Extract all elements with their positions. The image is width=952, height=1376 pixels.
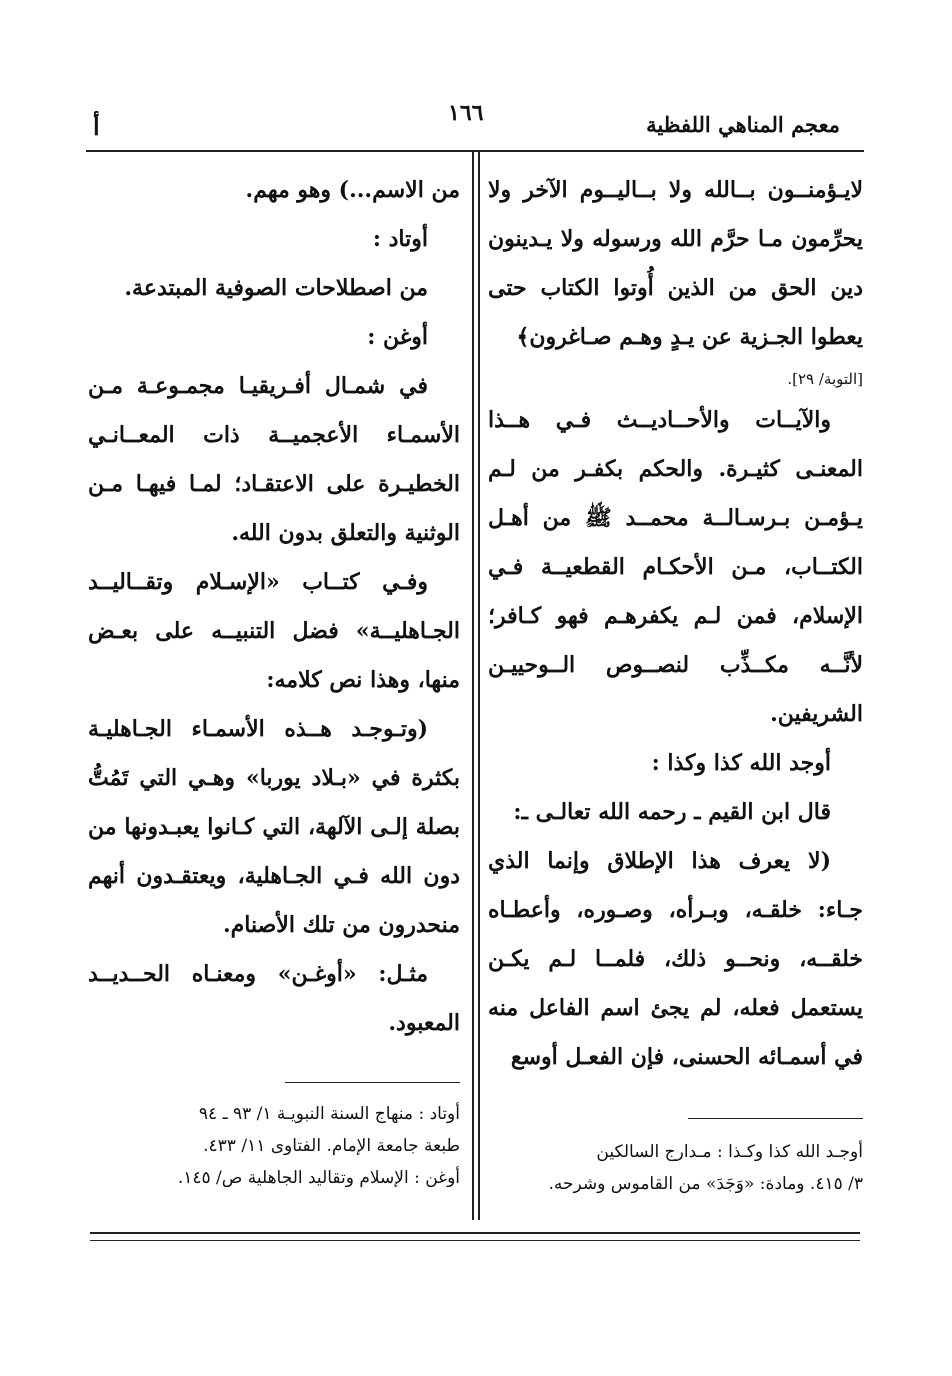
footnote: أوتاد : منهاج السنة النبويـة ١/ ٩٣ ـ ٩٤ — [198, 1104, 460, 1124]
section-letter: أ — [93, 112, 100, 141]
footnote: طبعة جامعة الإمام. الفتاوى ١١/ ٤٣٣. — [203, 1136, 460, 1156]
footnotes-left — [88, 1098, 460, 1194]
quotation: (لا يعرف هذا الإطلاق وإنما الذي جـاء: خلقـه، وبـرأه، وصـوره، وأعطـاه خلقــه، ونحــو ذلك، فلمــا لـم يكـن يستعمل فعله، لم يجئ اسم الفاعل منه في أسمـائه الحسنى، فإن الفعـل أوسع — [488, 848, 863, 1070]
paragraph: من اصطلاحات الصوفية المبتدعة. — [124, 275, 428, 301]
paragraph: والآيــات والأحــاديــث فـي هــذا المعنـى كثيـرة. والحكم بكفـر من لـم يـؤمـن بـرسـالــة محمــد ﷺ من أهـل الكتــاب، مـن الأحكـام القطعيــة فـي الإسلام، فمن لـم يكفرهـم فهو كـافر؛ لأنَّــه مكــذِّب لنصــوص الــوحييـن الشريفين. — [488, 407, 863, 727]
page-number: ١٦٦ — [448, 100, 484, 126]
verse-reference: [التوبة/ ٢٩]. — [787, 370, 863, 388]
footnote: أوغن : الإسلام وتقاليد الجاهلية ص/ ١٤٥. — [177, 1168, 460, 1188]
column-divider-right — [478, 152, 480, 1220]
left-column — [88, 166, 460, 1048]
quran-verse: لايـؤمنــون بــالله ولا بــاليــوم الآخر ولا يحرِّمون مـا حرَّم الله ورسوله ولا يـدينون دين الحق من الذين أُوتوا الكتاب حتى يعطوا الجـزية عن يـدٍ وهـم صـاغرون﴾ — [488, 177, 863, 350]
entry-heading: أوجد الله كذا وكذا : — [651, 750, 831, 776]
footnote-rule-left — [285, 1082, 460, 1083]
footnote-rule-right — [688, 1118, 863, 1119]
entry-heading: أوغن : — [367, 324, 428, 350]
paragraph: في شمـال أفـريقيـا مجمـوعـة مـن الأسمـاء الأعجميــة ذات المعــانـي الخطيـرة على الاعتقـاد؛ لمـا فيهـا مـن الوثنية والتعلق بدون الله. — [88, 373, 460, 546]
paragraph: مثـل: «أوغـن» ومعنـاه الحــديــد المعبود. — [88, 961, 460, 1036]
bottom-rule-bottom — [90, 1240, 860, 1241]
footnotes-right — [488, 1136, 863, 1200]
paragraph: من الاسم...) وهو مهم. — [245, 177, 460, 203]
footnote: ٣/ ٤١٥. ومادة: «وَجَدَ» من القاموس وشرحه. — [548, 1174, 863, 1194]
column-divider-left — [472, 152, 474, 1220]
header-rule — [86, 150, 864, 152]
paragraph: قال ابن القيم ـ رحمه الله تعالـى ـ: — [513, 799, 831, 825]
running-title: معجم المناهي اللفظية — [646, 112, 840, 137]
bottom-rule-top — [90, 1232, 860, 1234]
right-column — [488, 166, 863, 1082]
quotation: (وتـوجـد هــذه الأسمـاء الجـاهليـة بكثرة في «بـلاد يوربا» وهـي التي تَمُتُّ بصلة إلـى الآلهة، التي كـانوا يعبـدونها من دون الله فـي الجـاهلية، ويعتقـدون أنهم منحدرون من تلك الأصنام. — [88, 716, 460, 938]
paragraph: وفـي كتــاب «الإسـلام وتقــاليــد الجـاهليــة» فضل التنبيــه على بعـض منها، وهذا نص كلامه: — [88, 569, 460, 693]
footnote: أوجـد الله كذا وكـذا : مـدارج السالكين — [596, 1142, 863, 1162]
entry-heading: أوتاد : — [372, 226, 428, 252]
